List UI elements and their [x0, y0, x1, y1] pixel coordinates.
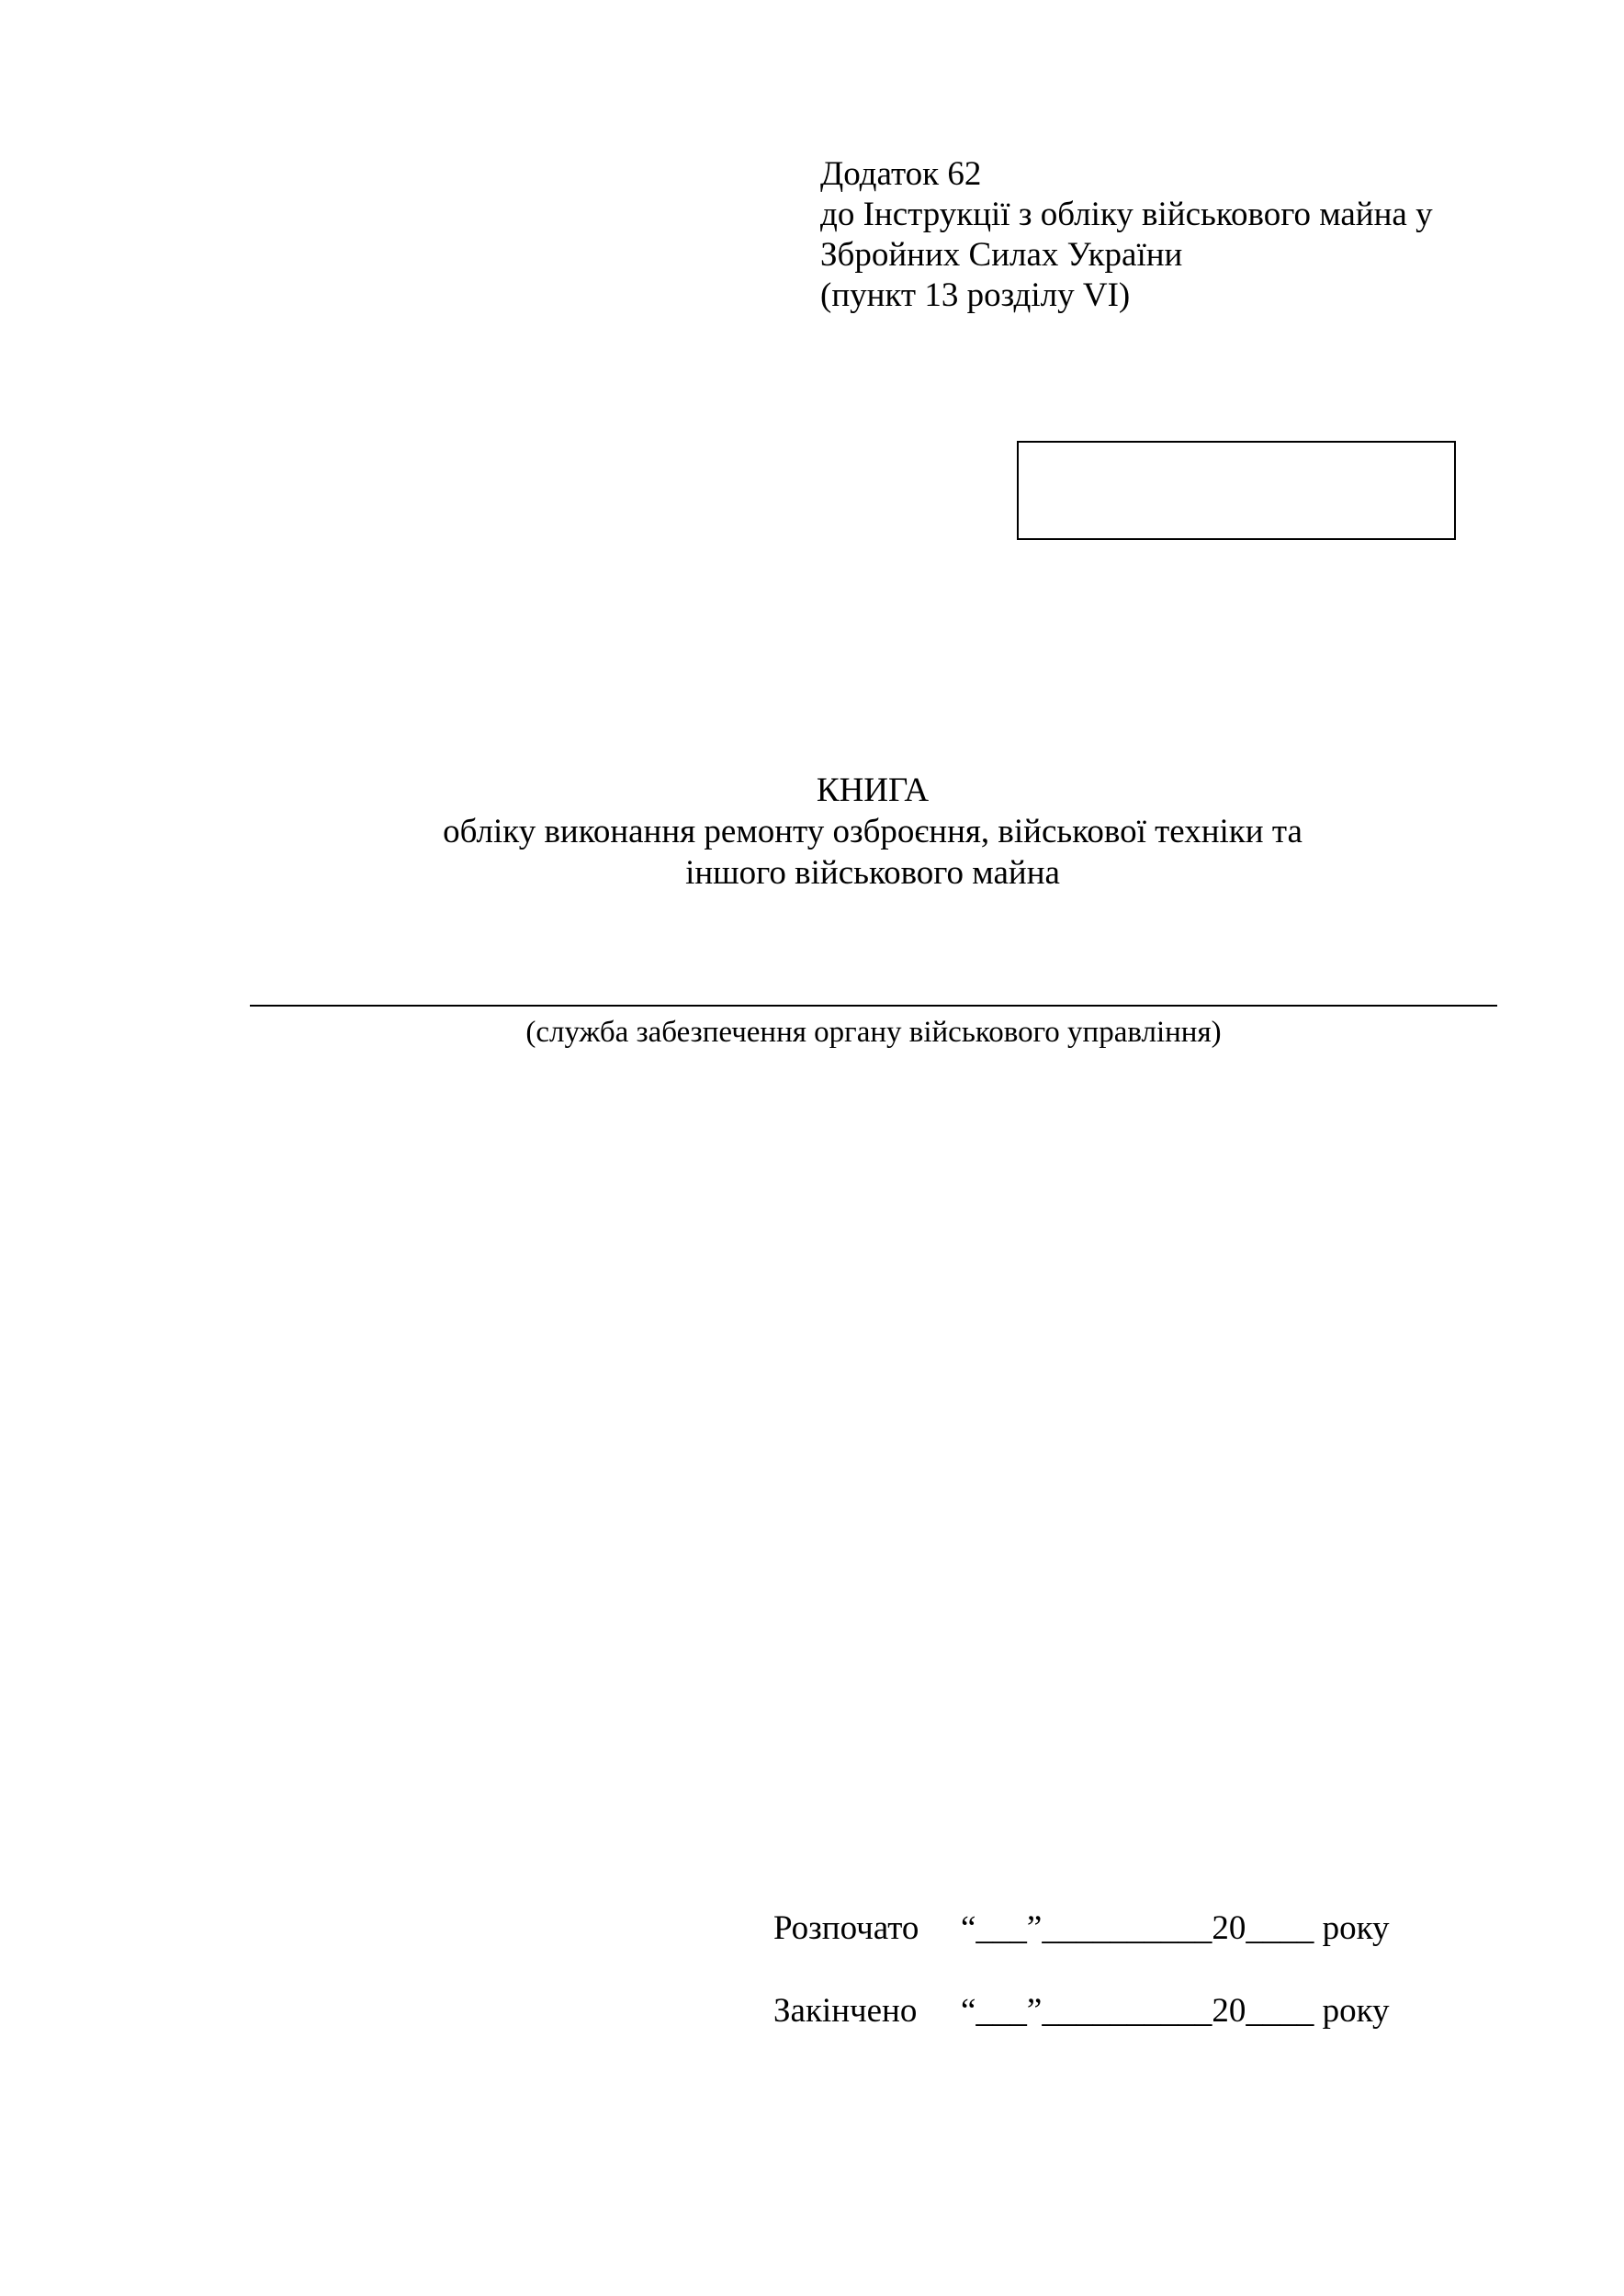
started-date-field: “___”__________20____ року	[961, 1909, 1390, 1947]
started-label: Розпочато	[773, 1909, 919, 1947]
appendix-reference-cont: Збройних Силах України	[820, 236, 1183, 274]
finished-date-row	[773, 1991, 1390, 2032]
book-title-line: іншого військового майна	[685, 854, 1060, 892]
book-title	[0, 770, 1624, 894]
appendix-number: Додаток 62	[820, 155, 982, 193]
registration-number-box	[1017, 441, 1456, 540]
started-date-row	[773, 1908, 1390, 1949]
appendix-note	[820, 154, 1433, 316]
book-title-line: обліку виконання ремонту озброєння, військової техніки та	[443, 813, 1303, 850]
service-caption: (служба забезпечення органу військового управління)	[525, 1016, 1222, 1049]
appendix-clause: (пункт 13 розділу VI)	[820, 276, 1131, 314]
finished-date-field: “___”__________20____ року	[961, 1992, 1390, 2030]
service-fill-line	[250, 1005, 1497, 1007]
book-title-heading: КНИГА	[816, 771, 930, 809]
appendix-reference: до Інструкції з обліку військового майна у	[820, 196, 1433, 233]
finished-label: Закінчено	[773, 1992, 918, 2030]
